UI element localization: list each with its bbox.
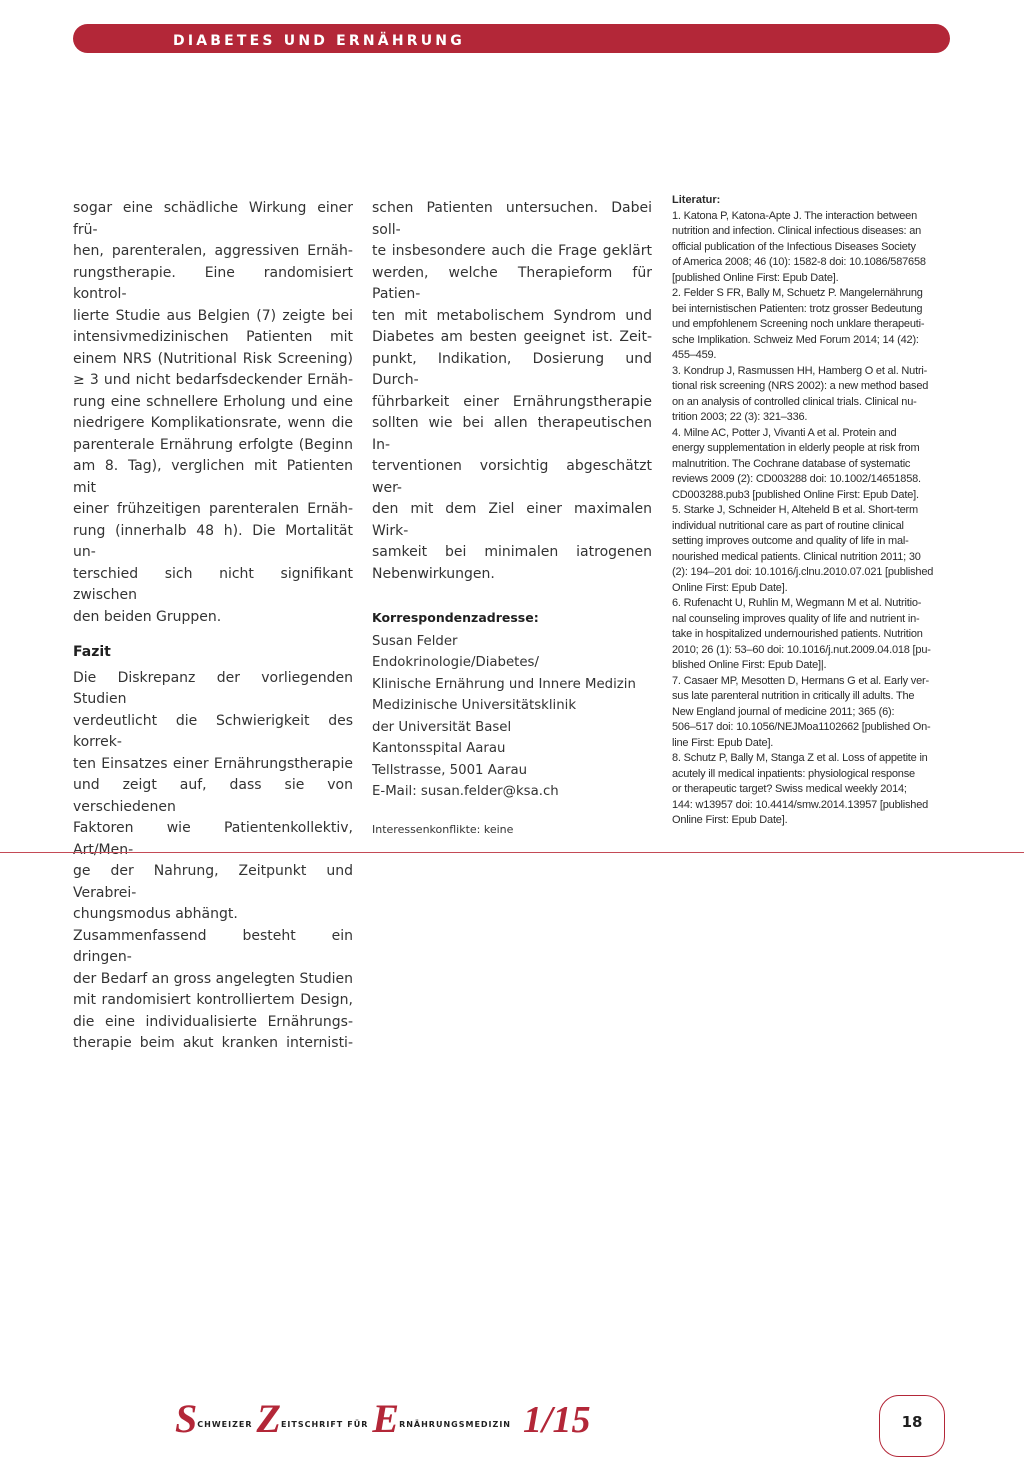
- paragraph-2: [73, 668, 353, 926]
- references-list: [672, 209, 950, 829]
- text-line: parenterale Ernährung erfolgte (Beginn: [73, 436, 353, 453]
- text-line: Die Diskrepanz der vorliegenden Studien: [73, 669, 353, 707]
- section-title: DIABETES UND ERNÄHRUNG: [173, 33, 465, 49]
- text-line: werden, welche Therapieform für Patien-: [372, 264, 652, 302]
- text-line: terschied sich nicht signifikant zwischen: [73, 565, 353, 603]
- text-line: den beiden Gruppen.: [73, 608, 222, 625]
- text-line: Zusammenfassend besteht ein dringen-: [73, 927, 353, 965]
- text-line: lierte Studie aus Belgien (7) zeigte bei: [73, 307, 353, 324]
- text-line: mit randomisiert kontrolliertem Design,: [73, 992, 353, 1008]
- text-line: niedrigere Komplikationsrate, wenn die: [73, 415, 353, 431]
- text-line: sus late parenteral nutrition in critically ill adults. The: [672, 690, 915, 702]
- text-line: nutrition and infection. Clinical infectious diseases: an: [672, 225, 922, 237]
- text-line: am 8. Tag), verglichen mit Patienten mit: [73, 458, 353, 496]
- text-line: den mit dem Ziel einer maximalen Wirk-: [372, 501, 652, 539]
- logo-word-fuer: FÜR: [347, 1420, 369, 1429]
- text-line: punkt, Indikation, Dosierung und Durch-: [372, 350, 652, 388]
- text-line: tional risk screening (NRS 2002): a new method based: [672, 380, 929, 392]
- text-line: rungstherapie. Eine randomisiert kontrol-: [73, 264, 353, 302]
- text-line: ten mit metabolischem Syndrom und: [372, 307, 652, 324]
- text-line: 144: w13957 doi: 10.4414/smw.2014.13957 [published: [672, 798, 929, 811]
- text-line: te insbesondere auch die Frage geklärt: [372, 243, 652, 259]
- text-line: rung eine schnellere Erholung und eine: [73, 393, 353, 410]
- logo-letter-s: S: [175, 1396, 198, 1441]
- text-line: on an analysis of controlled clinical trials. Clinical nu-: [672, 395, 917, 408]
- text-line: Kantonsspital Aarau: [372, 741, 506, 756]
- correspondence-heading: Korrespondenzadresse:: [372, 610, 539, 625]
- text-line: rung (innerhalb 48 h). Die Mortalität un-: [73, 522, 353, 560]
- text-line: einer frühzeitigen parenteralen Ernäh-: [73, 501, 353, 517]
- text-line: setting improves outcome and quality of life in mal-: [672, 535, 909, 547]
- text-line: 7. Casaer MP, Mesotten D, Hermans G et al. Early ver-: [672, 674, 929, 687]
- text-line: 506–517 doi: 10.1056/NEJMoa1102662 [published On-: [672, 721, 931, 733]
- section-header-bar: [73, 24, 950, 53]
- text-line: 2. Felder S FR, Bally M, Schuetz P. Mangelernährung: [672, 287, 923, 299]
- text-line: energy supplementation in elderly people at risk from: [672, 442, 920, 454]
- text-line: Klinische Ernährung und Innere Medizin: [372, 676, 636, 692]
- references-heading: Literatur:: [672, 194, 721, 206]
- text-line: und empfohlenem Screening noch unklare therapeuti-: [672, 318, 925, 330]
- text-line: reviews 2009 (2): CD003288 doi: 10.1002/14651858.: [672, 473, 921, 485]
- paragraph-1: [73, 198, 353, 628]
- logo-word-schweizer: CHWEIZER: [197, 1420, 253, 1429]
- text-line: sogar eine schädliche Wirkung einer frü-: [73, 200, 353, 238]
- text-line: sche Implikation. Schweiz Med Forum 2014; 14 (42):: [672, 333, 919, 346]
- text-line: Online First: Epub Date].: [672, 581, 788, 594]
- text-line: New England journal of medicine 2011; 365 (6):: [672, 705, 895, 718]
- text-line: Diabetes am besten geeignet ist. Zeit-: [372, 329, 652, 345]
- logo-letter-e: E: [372, 1396, 400, 1441]
- text-line: und zeigt auf, dass sie von verschiedenen: [73, 777, 353, 815]
- logo-word-ernaehrungsmedizin: RNÄHRUNGSMEDIZIN: [399, 1420, 511, 1429]
- text-line: Endokrinologie/Diabetes/: [372, 655, 539, 670]
- text-line: blished Online First: Epub Date]|.: [672, 659, 827, 671]
- text-line: official publication of the Infectious Diseases Society: [672, 240, 916, 253]
- text-line: Susan Felder: [372, 633, 458, 649]
- issue-number: 1/15: [523, 1399, 591, 1441]
- text-line: CD003288.pub3 [published Online First: Epub Date].: [672, 488, 919, 501]
- logo-letter-z: Z: [256, 1396, 281, 1441]
- text-line: trition 2003; 22 (3): 321–336.: [672, 411, 808, 423]
- text-line: ten Einsatzes einer Ernährungstherapie: [73, 755, 353, 772]
- text-line: individual nutritional care as part of routine clinical: [672, 519, 904, 532]
- text-line: chungsmodus abhängt.: [73, 906, 238, 922]
- text-line: or therapeutic target? Swiss medical weekly 2014;: [672, 783, 907, 795]
- text-line: sollten wie bei allen therapeutischen In-: [372, 415, 652, 453]
- text-line: nourished medical patients. Clinical nutrition 2011; 30: [672, 550, 921, 563]
- correspondence-address: [372, 631, 652, 803]
- text-line: take in hospitalized undernourished patients. Nutrition: [672, 628, 923, 640]
- text-line: Nebenwirkungen.: [372, 565, 495, 582]
- text-line: die eine individualisierte Ernährungs-: [73, 1013, 353, 1030]
- text-line: führbarkeit einer Ernährungstherapie: [372, 393, 652, 410]
- text-line: verdeutlicht die Schwierigkeit des korrek-: [73, 712, 353, 750]
- text-line: samkeit bei minimalen iatrogenen: [372, 544, 652, 560]
- text-line: 4. Milne AC, Potter J, Vivanti A et al. Protein and: [672, 426, 897, 439]
- text-line: ≥ 3 und nicht bedarfsdeckender Ernäh-: [73, 372, 353, 388]
- text-line: 3. Kondrup J, Rasmussen HH, Hamberg O et al. Nutri-: [672, 364, 928, 377]
- article-column-1: [73, 198, 353, 1055]
- text-line: 1. Katona P, Katona-Apte J. The interaction between: [672, 209, 918, 222]
- text-line: acutely ill medical inpatients: physiological response: [672, 767, 915, 780]
- text-line: hen, parenteralen, aggressiven Ernäh-: [73, 243, 353, 259]
- journal-logo: [175, 1394, 591, 1444]
- text-line: 455–459.: [672, 349, 717, 361]
- text-line: E-Mail: susan.felder@ksa.ch: [372, 784, 559, 799]
- logo-word-zeitschrift: EITSCHRIFT: [280, 1420, 344, 1429]
- paragraph-continued: [372, 198, 652, 585]
- text-line: (2): 194–201 doi: 10.1016/j.clnu.2010.07.021 [published: [672, 566, 934, 578]
- text-line: malnutrition. The Cochrane database of systematic: [672, 457, 911, 470]
- text-line: intensivmedizinischen Patienten mit: [73, 329, 353, 345]
- text-line: schen Patienten untersuchen. Dabei soll-: [372, 200, 652, 238]
- text-line: line First: Epub Date].: [672, 736, 774, 749]
- text-line: einem NRS (Nutritional Risk Screening): [73, 350, 353, 367]
- text-line: of America 2008; 46 (10): 1582-8 doi: 10.1086/587658: [672, 256, 926, 268]
- text-line: 2010; 26 (1): 53–60 doi: 10.1016/j.nut.2009.04.018 [pu-: [672, 643, 931, 656]
- references-column: [672, 193, 950, 829]
- section-heading-fazit: Fazit: [73, 644, 111, 660]
- text-line: terventionen vorsichtig abgeschätzt wer-: [372, 458, 652, 496]
- text-line: [published Online First: Epub Date].: [672, 271, 839, 284]
- page-divider: [0, 852, 1024, 853]
- text-line: nal counseling improves quality of life and nutrient in-: [672, 612, 920, 625]
- text-line: 5. Starke J, Schneider H, Alteheld B et al. Short-term: [672, 504, 918, 516]
- text-line: 8. Schutz P, Bally M, Stanga Z et al. Loss of appetite in: [672, 752, 928, 764]
- text-line: therapie beim akut kranken internisti-: [73, 1035, 353, 1051]
- text-line: Medizinische Universitätsklinik: [372, 698, 577, 713]
- paragraph-3: [73, 926, 353, 1055]
- text-line: 6. Rufenacht U, Ruhlin M, Wegmann M et al. Nutritio-: [672, 597, 922, 609]
- text-line: der Universität Basel: [372, 719, 512, 735]
- text-line: Tellstrasse, 5001 Aarau: [372, 762, 528, 778]
- conflict-of-interest: Interessenkonflikte: keine: [372, 822, 514, 836]
- text-line: Faktoren wie Patientenkollektiv, Art/Men-: [73, 820, 353, 858]
- text-line: der Bedarf an gross angelegten Studien: [73, 970, 353, 987]
- text-line: bei internistischen Patienten: trotz grosser Bedeutung: [672, 302, 923, 315]
- page-number: 18: [901, 1413, 923, 1431]
- text-line: ge der Nahrung, Zeitpunkt und Verabrei-: [73, 863, 353, 901]
- article-column-2: [372, 198, 652, 840]
- text-line: Online First: Epub Date].: [672, 814, 788, 826]
